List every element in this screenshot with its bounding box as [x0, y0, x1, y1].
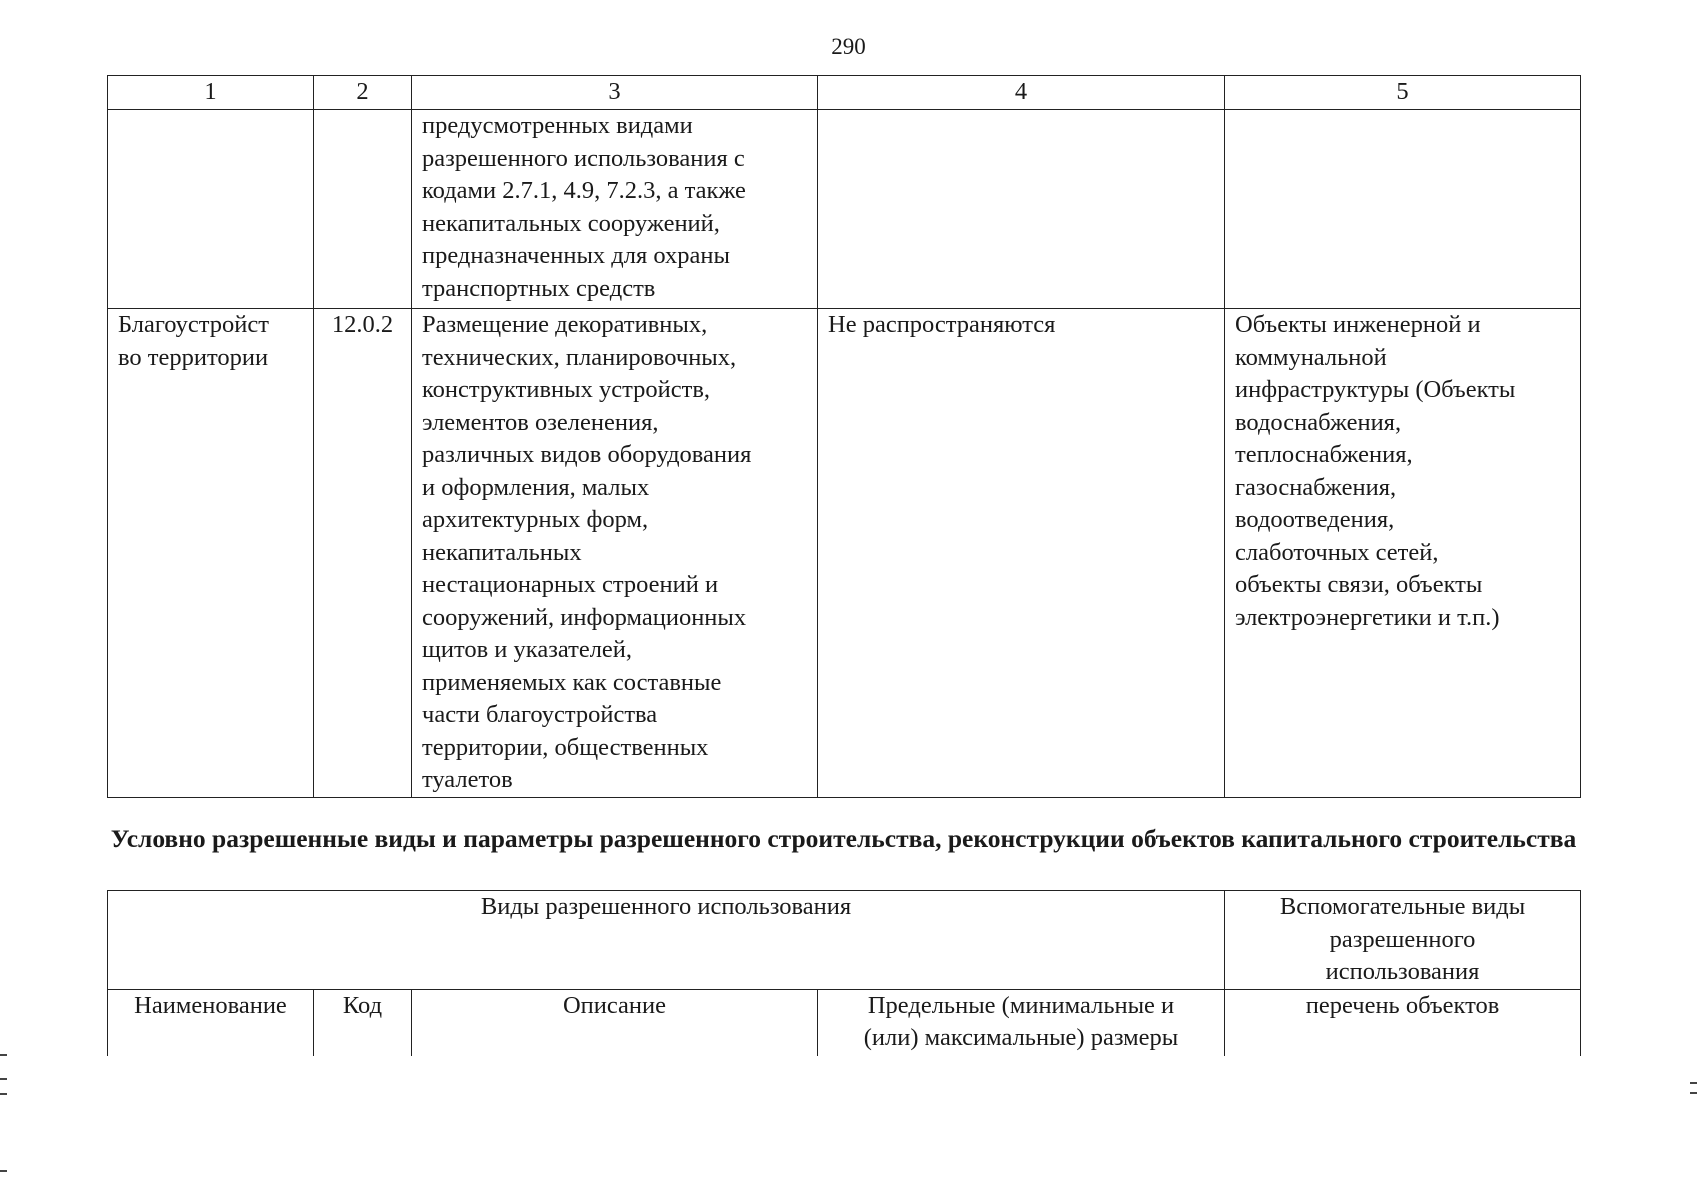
auxiliary-uses: Объекты инженерной и коммунальной инфраструктуры (Объекты водоснабжения, теплоснабжения, газоснабжения, водоотведения, слаботочных сетей, объекты связи, объекты электроэнергетики и т.п.) [1225, 309, 1581, 798]
group-header-row [108, 891, 1581, 990]
scan-edge-mark [0, 1093, 7, 1095]
page-number: 290 [831, 34, 866, 59]
subheader-row [108, 989, 1581, 1056]
column-number: 1 [108, 76, 314, 110]
column-number: 4 [818, 76, 1225, 110]
cell-empty [314, 110, 412, 309]
column-number-row [108, 76, 1581, 110]
use-name: Благоустройст во территории [108, 309, 314, 798]
scan-edge-mark [1690, 1092, 1697, 1094]
scan-edge-mark [1690, 1082, 1697, 1084]
use-types-header: Виды разрешенного использования [108, 891, 1225, 990]
table-row-continuation [108, 110, 1581, 309]
name-header: Наименование [108, 989, 314, 1056]
column-number: 2 [314, 76, 412, 110]
section-title: Условно разрешенные виды и параметры разрешенного строительства, реконструкции объектов капитального строительства [110, 824, 1577, 853]
cell-empty [818, 110, 1225, 309]
table-row [108, 309, 1581, 798]
scan-edge-mark [0, 1054, 7, 1056]
scan-edge-mark [0, 1170, 7, 1172]
cell-empty [1225, 110, 1581, 309]
auxiliary-uses-header: Вспомогательные виды разрешенного использования [1225, 891, 1581, 990]
use-description: Размещение декоративных, технических, планировочных, конструктивных устройств, элементов озеленения, различных видов оборудования и оформления, малых архитектурных форм, некапитальных нестационарных строений и сооружений, информационных щитов и указателей, применяемых как составные части благоустройства территории, общественных туалетов [412, 309, 818, 798]
use-code: 12.0.2 [314, 309, 412, 798]
land-use-table [107, 75, 1581, 798]
column-number: 5 [1225, 76, 1581, 110]
objects-header: перечень объектов [1225, 989, 1581, 1056]
scan-edge-mark [0, 1078, 7, 1080]
cell-empty [108, 110, 314, 309]
conditional-uses-table-header [107, 890, 1581, 1056]
description-continuation: предусмотренных видами разрешенного использования с кодами 2.7.1, 4.9, 7.2.3, а также некапитальных сооружений, предназначенных для охраны транспортных средств [412, 110, 818, 309]
code-header: Код [314, 989, 412, 1056]
limits-header: Предельные (минимальные и (или) максимальные) размеры [818, 989, 1225, 1056]
description-header: Описание [412, 989, 818, 1056]
use-limits: Не распространяются [818, 309, 1225, 798]
column-number: 3 [412, 76, 818, 110]
